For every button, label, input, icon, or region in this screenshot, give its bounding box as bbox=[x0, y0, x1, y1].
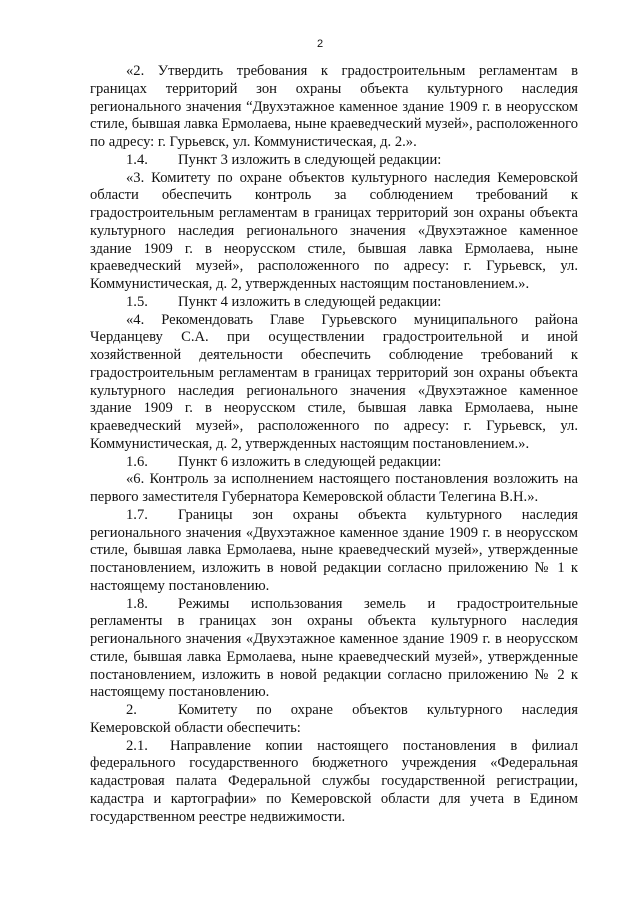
paragraph-text: Границы зон охраны объекта культурного наследия регионального значения «Двухэтажное каменное здание 1909 г. в неорусском стиле, бывшая лавка Ермолаева, ныне краеведческий музей», утвержденные постановлением, изложить в новой редакции согласно приложению № 1 к настоящему постановлению. bbox=[90, 506, 578, 594]
paragraph-text: «6. Контроль за исполнением настоящего постановления возложить на первого заместителя Губернатора Кемеровской области Телегина В.Н.». bbox=[90, 471, 578, 505]
paragraph-number: 1.5. bbox=[126, 293, 148, 310]
paragraph-item-3-text bbox=[90, 170, 578, 294]
paragraph-number: 1.4. bbox=[126, 151, 148, 168]
paragraph-item-4-text bbox=[90, 312, 578, 454]
paragraph-number: 1.8. bbox=[126, 595, 148, 612]
paragraph-2 bbox=[90, 702, 578, 738]
paragraph-text: «4. Рекомендовать Главе Гурьевского муниципального района Черданцеву С.А. при осуществлении градостроительной и иной хозяйственной деятельности обеспечить соблюдение требований к градостроительным регламентам в границах территорий зон охраны объекта культурного наследия регионального значения «Двухэтажное каменное здание 1909 г. в неорусском стиле, бывшая лавка Ермолаева, ныне краеведческий музей», расположенного по адресу: г. Гурьевск, ул. Коммунистическая, д. 2, утвержденных настоящим постановлением.». bbox=[90, 311, 578, 452]
paragraph-item-2-text bbox=[90, 63, 578, 152]
page-number: 2 bbox=[316, 38, 324, 50]
document-body bbox=[90, 63, 578, 826]
paragraph-number: 2.1. bbox=[126, 737, 148, 754]
paragraph-text: «2. Утвердить требования к градостроительным регламентам в границах территорий зон охраны объекта культурного наследия регионального значения “Двухэтажное каменное здание 1909 г. в неорусском стиле, бывшая лавка Ермолаева, ныне краеведческий музей», расположенного по адресу: г. Гурьевск, ул. Коммунистическая, д. 2.». bbox=[90, 63, 578, 150]
paragraph-text: «3. Комитету по охране объектов культурного наследия Кемеровской области обеспечить контроль за соблюдением требований к градостроительным регламентам в границах территорий зон охраны объекта культурного наследия регионального значения «Двухэтажное каменное здание 1909 г. в неорусском стиле, бывшая лавка Ермолаева, ныне краеведческий музей», расположенного по адресу: г. Гурьевск, ул. Коммунистическая, д. 2, утвержденных настоящим постановлением.». bbox=[90, 169, 578, 292]
paragraph-number: 1.6. bbox=[126, 453, 148, 470]
paragraph-text: Пункт 4 изложить в следующей редакции: bbox=[178, 293, 442, 310]
paragraph-text: Направление копии настоящего постановления в филиал федерального государственного бюджетного учреждения «Федеральная кадастровая палата Федеральной службы государственной регистрации, кадастра и картографии» по Кемеровской области для учета в Едином государственном реестре недвижимости. bbox=[90, 737, 578, 825]
paragraph-text: Режимы использования земель и градостроительные регламенты в границах зон охраны объекта культурного наследия регионального значения «Двухэтажное каменное здание 1909 г. в неорусском стиле, бывшая лавка Ермолаева, ныне краеведческий музей», утвержденные постановлением, изложить в новой редакции согласно приложению № 2 к настоящему постановлению. bbox=[90, 595, 578, 701]
paragraph-text: Пункт 6 изложить в следующей редакции: bbox=[178, 453, 442, 470]
paragraph-1-7 bbox=[90, 507, 578, 596]
paragraph-number: 2. bbox=[126, 702, 137, 718]
paragraph-1-5 bbox=[90, 294, 578, 312]
paragraph-text: Комитету по охране объектов культурного наследия Кемеровской области обеспечить: bbox=[90, 702, 578, 736]
paragraph-item-6-text bbox=[90, 471, 578, 507]
paragraph-text: Пункт 3 изложить в следующей редакции: bbox=[178, 151, 442, 168]
paragraph-1-4 bbox=[90, 152, 578, 170]
paragraph-number: 1.7. bbox=[126, 506, 148, 523]
paragraph-1-6 bbox=[90, 454, 578, 472]
paragraph-1-8 bbox=[90, 596, 578, 703]
paragraph-2-1 bbox=[90, 738, 578, 827]
